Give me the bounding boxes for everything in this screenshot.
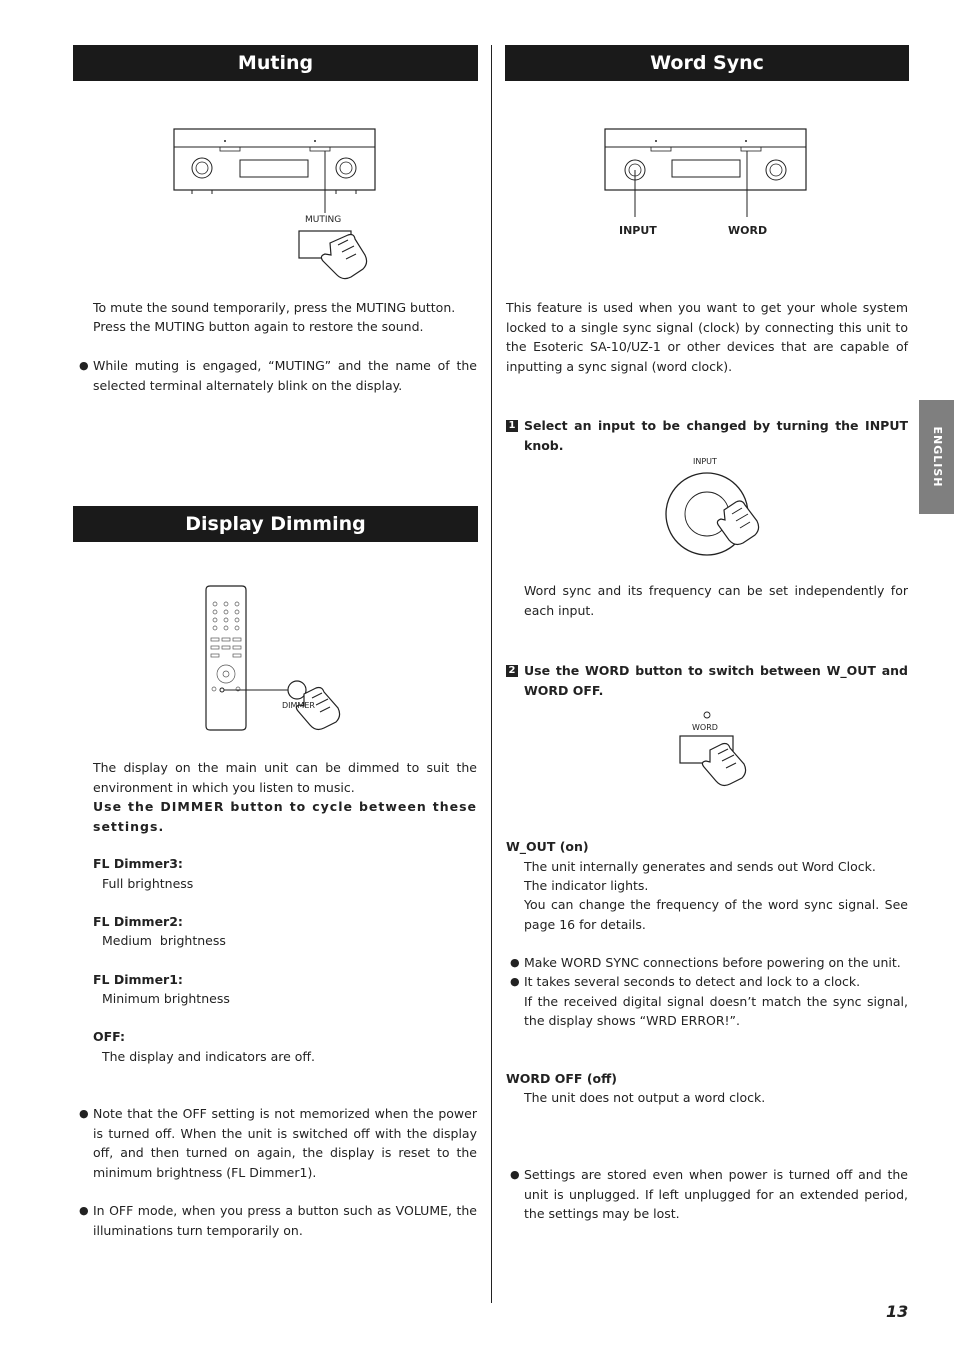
dimming-bullet-1-text: Note that the OFF setting is not memorized when the power is turned off. When the unit is switched off with the display off, and then turned on again, the display is reset to the minimum brightness (FL Dimmer1). — [93, 1106, 477, 1180]
setting-name-1: FL Dimmer3: — [93, 856, 183, 871]
wout-line-1: The unit internally generates and sends out Word Clock. — [524, 859, 876, 874]
knob-label: INPUT — [693, 457, 717, 466]
step-1-number: 1 — [506, 420, 518, 432]
wordsync-step-2 — [506, 661, 908, 700]
page-number: 13 — [886, 1302, 909, 1321]
wout-title: W_OUT (on) — [506, 839, 589, 854]
dimming-title: Display Dimming — [185, 513, 366, 535]
column-divider — [491, 45, 492, 1303]
muting-figure-label: MUTING — [305, 215, 342, 225]
bullet-dot-icon: ● — [79, 1204, 89, 1217]
setting-desc-3: Minimum brightness — [102, 991, 230, 1006]
bullet-dot-icon: ● — [510, 1168, 520, 1181]
muting-bullet-text: While muting is engaged, “MUTING” and the name of the selected terminal alternately blink on the display. — [93, 358, 477, 393]
muting-paragraph-2: Press the MUTING button again to restore the sound. — [93, 319, 424, 334]
wordsync-title: Word Sync — [650, 52, 764, 74]
wordsync-input-label: INPUT — [619, 224, 657, 237]
wordsync-bullet-2-text: It takes several seconds to detect and lock to a clock. — [524, 974, 861, 989]
dimming-bullet-1 — [79, 1104, 477, 1182]
setting-name-4: OFF: — [93, 1029, 126, 1044]
wordsync-bullet-3 — [510, 1165, 908, 1224]
dimming-bullet-2-text: In OFF mode, when you press a button such as VOLUME, the illuminations turn temporarily on. — [93, 1203, 477, 1238]
muting-bullet — [79, 356, 477, 395]
setting-desc-1: Full brightness — [102, 876, 194, 891]
remote-control-figure — [200, 582, 350, 732]
bullet-dot-icon: ● — [510, 975, 520, 988]
wordsync-header — [505, 45, 909, 81]
wordsync-bullet-1 — [510, 953, 908, 973]
dimmer-figure-label: DIMMER — [282, 701, 315, 710]
dimming-instruction: Use the DIMMER button to cycle between these settings. — [93, 799, 477, 834]
dimming-intro: The display on the main unit can be dimmed to suit the environment in which you listen to music. — [93, 760, 477, 795]
word-button-label: WORD — [692, 723, 718, 732]
side-tab-label: ENGLISH — [930, 426, 944, 488]
muting-title: Muting — [237, 52, 314, 74]
muting-front-panel-figure — [170, 125, 380, 285]
muting-header — [73, 45, 478, 81]
bullet-dot-icon: ● — [79, 1107, 89, 1120]
wordsync-step-1-note: Word sync and its frequency can be set independently for each input. — [524, 583, 908, 618]
wordsync-intro: This feature is used when you want to get your whole system locked to a single sync signal (clock) by connecting this unit to the Esoteric SA-10/UZ-1 or other devices that are capable of inputting a sync signal (word clock). — [506, 300, 908, 374]
muting-paragraph-1: To mute the sound temporarily, press the MUTING button. — [93, 300, 456, 315]
bullet-dot-icon: ● — [79, 359, 89, 372]
word-button-figure — [676, 708, 766, 790]
wordsync-bullet-1-text: Make WORD SYNC connections before powering on the unit. — [524, 955, 901, 970]
wordsync-bullet-2 — [510, 972, 908, 1031]
dimming-bullet-2 — [79, 1201, 477, 1240]
setting-desc-2: Medium brightness — [102, 933, 226, 948]
bullet-dot-icon: ● — [510, 956, 520, 969]
step-2-number: 2 — [506, 665, 518, 677]
wout-line-2: The indicator lights. — [524, 878, 649, 893]
dimming-header — [73, 506, 478, 542]
setting-desc-4: The display and indicators are off. — [102, 1049, 316, 1064]
wordsync-word-label: WORD — [728, 224, 768, 237]
english-side-tab — [919, 400, 954, 514]
step-2-text: Use the WORD button to switch between W_OUT and WORD OFF. — [524, 663, 908, 698]
step-1-text: Select an input to be changed by turning the INPUT knob. — [524, 418, 908, 453]
woff-desc: The unit does not output a word clock. — [524, 1090, 766, 1105]
setting-name-3: FL Dimmer1: — [93, 972, 183, 987]
wordsync-step-1 — [506, 416, 908, 455]
wout-line-3: You can change the frequency of the word sync signal. See page 16 for details. — [524, 897, 908, 932]
woff-title: WORD OFF (off) — [506, 1071, 617, 1086]
wordsync-bullet-2b-text: If the received digital signal doesn’t match the sync signal, the display shows “WRD ERROR!”. — [524, 993, 908, 1028]
wordsync-front-panel-figure — [601, 125, 811, 225]
input-knob-figure — [660, 468, 770, 560]
setting-name-2: FL Dimmer2: — [93, 914, 183, 929]
wordsync-bullet-3-text: Settings are stored even when power is turned off and the unit is unplugged. If left unplugged for an extended period, the settings may be lost. — [524, 1167, 908, 1221]
